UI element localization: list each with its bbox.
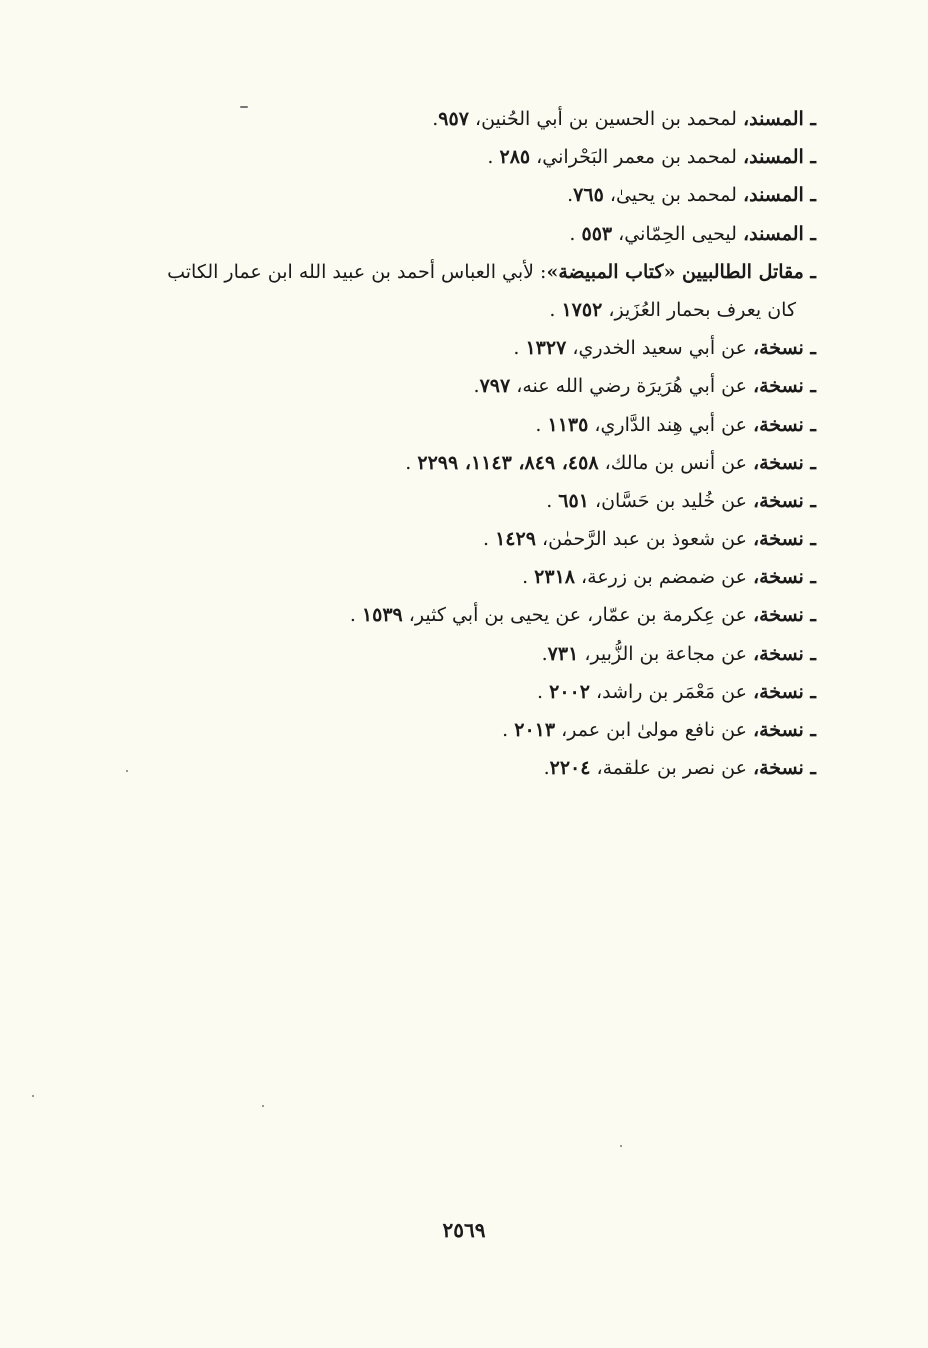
entry-text: لمحمد بن الحسين بن أبي الحُنين، (468, 108, 743, 130)
entry-number: ٧٣١ (547, 642, 579, 665)
entry-end: . (487, 146, 500, 169)
entry-text: : لأبي العباس أحمد بن عبيد الله ابن عمار الكاتب (167, 260, 547, 283)
entry-number: ٢٠٠٢ (549, 680, 590, 703)
entry-text: كان يعرف بحمار العُزَيز، (602, 298, 796, 321)
entry-number: ٢٨٥ (499, 146, 531, 169)
index-entry (116, 329, 816, 367)
entry-head: ـ نسخة، (752, 489, 816, 512)
entry-number: ٩٥٧ (438, 108, 469, 130)
entry-text: عن عِكرمة بن عمّار، عن يحيى بن أبي كثير، (402, 604, 753, 627)
entry-end: . (502, 719, 515, 741)
scan-speck (126, 770, 128, 772)
entry-number: ٢٣١٨ (534, 566, 575, 589)
entry-text: عن أبي هُرَيرَة رضي الله عنه، (510, 375, 753, 398)
entry-number: ٢٠١٣ (514, 719, 556, 741)
entry-text: عن مَعْمَر بن راشد، (589, 680, 753, 703)
index-entry (116, 367, 816, 405)
entry-head: ـ المسند، (742, 146, 816, 169)
entry-end: . (522, 566, 535, 589)
entry-number: ١٤٢٩ (495, 528, 536, 551)
entry-text: لمحمد بن يحيىٰ، (603, 184, 743, 207)
index-entry (116, 406, 816, 444)
entry-text: عن نافع مولىٰ ابن عمر، (555, 719, 753, 741)
entry-text: عن أبي سعيد الخدري، (566, 337, 753, 360)
entry-head: ـ نسخة، (752, 642, 816, 665)
entry-end: . (349, 604, 362, 627)
entry-end: . (482, 528, 496, 551)
entry-end: . (549, 298, 562, 321)
entry-end: . (567, 184, 574, 207)
entry-end: . (432, 108, 439, 130)
entry-head: ـ نسخة، (752, 451, 816, 474)
scan-speck (620, 1145, 622, 1147)
scan-speck (262, 1105, 264, 1107)
index-entry (116, 520, 816, 558)
entry-text: عن ضمضم بن زرعة، (574, 566, 753, 589)
entry-text: لمحمد بن معمر البَحْراني، (530, 146, 743, 169)
entry-head: ـ نسخة، (752, 719, 816, 741)
entry-head: ـ نسخة، (752, 604, 816, 627)
entry-text: عن شعوذ بن عبد الرَّحمٰن، (535, 528, 753, 551)
entry-head: ـ نسخة، (752, 680, 816, 703)
index-entries (116, 100, 816, 787)
entry-text: عن خُليد بن حَسَّان، (588, 489, 753, 512)
page-number: ٢٥٦٩ (442, 1218, 486, 1242)
entry-number: ١٧٥٢ (561, 298, 603, 321)
entry-head: ـ مقاتل الطالبيين «كتاب المبيضة» (546, 260, 816, 283)
entry-number: ١٥٣٩ (361, 604, 403, 627)
entry-head: ـ نسخة، (752, 413, 816, 436)
index-entry (116, 100, 816, 138)
entry-text: عن نصر بن علقمة، (590, 757, 753, 780)
entry-end: . (543, 757, 550, 780)
index-entry (116, 482, 816, 520)
entry-number: ٢٢٠٤ (549, 757, 591, 780)
index-entry (116, 749, 816, 787)
entry-head: ـ نسخة، (752, 566, 816, 589)
entry-continuation (116, 291, 816, 329)
index-entry (116, 596, 816, 634)
entry-head: ـ المسند، (742, 222, 816, 245)
index-entry (116, 711, 816, 749)
scan-speck (32, 1095, 34, 1097)
entry-text: ليحيى الحِمّاني، (612, 222, 743, 245)
entry-number: ٧٩٧ (479, 375, 511, 398)
entry-end: . (546, 489, 559, 512)
index-entry (116, 673, 816, 711)
index-entry (116, 558, 816, 596)
index-entry (116, 138, 816, 176)
entry-head: ـ المسند، (742, 184, 816, 207)
index-entry (116, 444, 816, 482)
entry-head: ـ نسخة، (752, 528, 816, 551)
index-entry (116, 176, 816, 214)
entry-head: ـ المسند، (742, 108, 816, 130)
entry-number: ٧٦٥ (573, 184, 604, 207)
entry-number: ١١٣٥ (547, 413, 589, 436)
entry-text: عن أنس بن مالك، (598, 451, 753, 474)
entry-head: ـ نسخة، (752, 757, 816, 780)
entry-number: ٦٥١ (558, 489, 589, 512)
entry-text: عن أبي هِند الدَّاري، (588, 413, 753, 436)
entry-number: ٤٥٨، ٨٤٩، ١١٤٣، ٢٢٩٩ (417, 451, 599, 474)
index-entry (116, 253, 816, 291)
entry-end: . (537, 680, 550, 703)
entry-end: . (405, 451, 418, 474)
entry-end: . (541, 642, 548, 665)
entry-head: ـ نسخة، (752, 337, 816, 360)
entry-end: . (569, 222, 582, 245)
entry-head: ـ نسخة، (752, 375, 816, 398)
entry-number: ١٣٢٧ (525, 337, 567, 360)
index-entry (116, 635, 816, 673)
entry-end: . (473, 375, 480, 398)
entry-end: . (535, 413, 548, 436)
entry-end: . (513, 337, 526, 360)
entry-text: عن مجاعة بن الزُّبير، (578, 642, 753, 665)
entry-number: ٥٥٣ (581, 222, 613, 245)
index-entry (116, 215, 816, 253)
scan-speck (240, 106, 248, 108)
